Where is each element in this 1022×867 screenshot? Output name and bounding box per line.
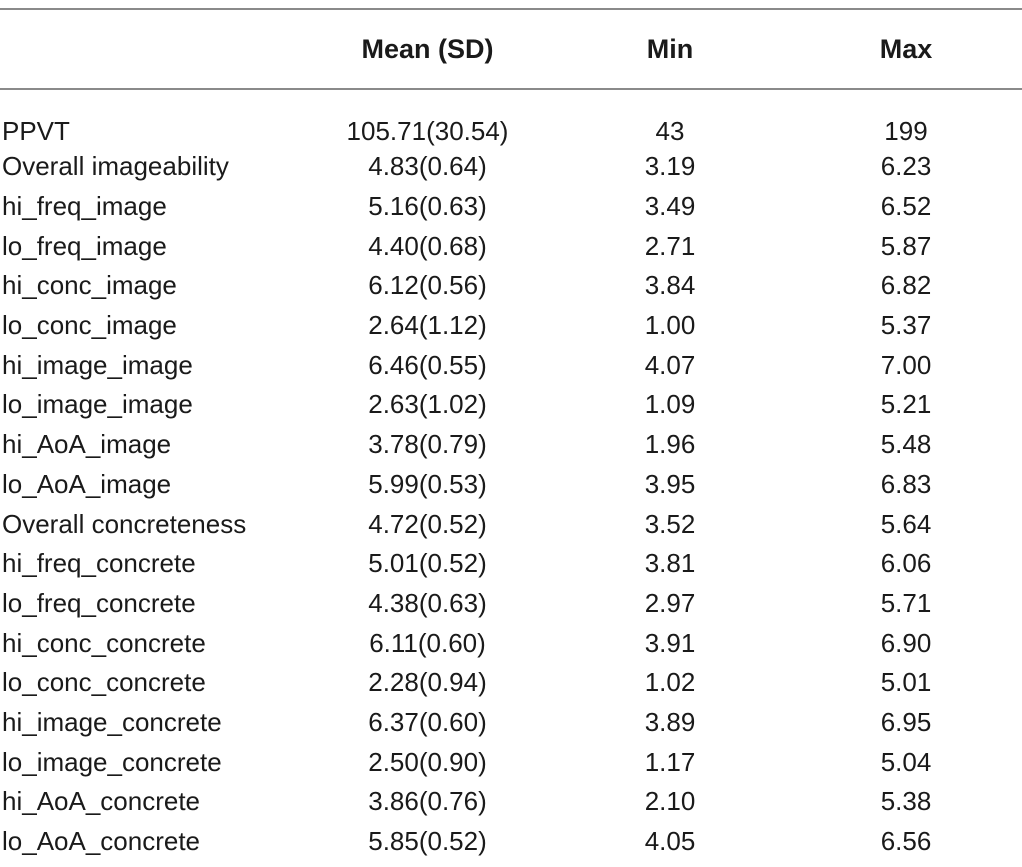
row-label: Overall concreteness (2, 508, 247, 539)
mean-sd-cell: 5.01(0.52) (368, 548, 487, 579)
header-label-column (0, 9, 305, 89)
table-row (0, 782, 1022, 822)
min-cell: 2.71 (644, 230, 696, 261)
row-label: hi_AoA_image (2, 429, 172, 460)
row-label: lo_freq_image (2, 230, 167, 261)
row-label: Overall imageability (2, 151, 229, 182)
mean-sd-cell: 3.86(0.76) (368, 786, 487, 817)
row-label: hi_freq_image (2, 191, 167, 222)
mean-sd-cell: 4.40(0.68) (368, 230, 487, 261)
table-row (0, 504, 1022, 544)
row-label: PPVT (2, 116, 70, 146)
max-cell: 5.71 (880, 587, 932, 618)
table-row (0, 266, 1022, 306)
min-cell: 4.05 (644, 826, 696, 857)
min-cell: 2.10 (644, 786, 696, 817)
min-cell: 3.84 (644, 270, 696, 301)
mean-sd-cell: 6.46(0.55) (368, 349, 487, 380)
mean-sd-cell: 6.12(0.56) (368, 270, 487, 301)
mean-sd-cell: 3.78(0.79) (368, 429, 487, 460)
row-label: lo_image_image (2, 389, 193, 420)
min-cell: 3.91 (644, 627, 696, 658)
table-row (0, 465, 1022, 505)
descriptive-stats-table (0, 8, 1022, 861)
header-mean-sd: Mean (SD) (305, 9, 550, 89)
max-cell: 6.83 (880, 468, 932, 499)
max-cell: 7.00 (880, 349, 932, 380)
table-row (0, 663, 1022, 703)
min-cell: 3.19 (644, 151, 696, 182)
header-row (0, 9, 1022, 89)
row-label: lo_image_concrete (2, 746, 222, 777)
row-label: hi_conc_image (2, 270, 177, 301)
min-cell: 4.07 (644, 349, 696, 380)
mean-sd-cell: 6.11(0.60) (369, 627, 486, 658)
max-cell: 6.90 (880, 627, 932, 658)
mean-sd-cell: 4.83(0.64) (368, 151, 487, 182)
row-label: lo_conc_image (2, 310, 177, 341)
max-cell: 6.56 (880, 826, 932, 857)
mean-sd-cell: 2.63(1.02) (368, 389, 487, 420)
max-cell: 6.23 (880, 151, 932, 182)
row-label: lo_AoA_image (2, 468, 172, 499)
row-label: hi_image_image (2, 349, 193, 380)
table-body (0, 89, 1022, 861)
min-cell: 1.09 (644, 389, 696, 420)
max-cell: 199 (884, 116, 928, 146)
max-cell: 5.01 (880, 667, 932, 698)
min-cell: 3.81 (644, 548, 696, 579)
max-cell: 6.06 (880, 548, 932, 579)
min-cell: 43 (655, 116, 685, 146)
header-max: Max (790, 9, 1022, 89)
max-cell: 5.37 (880, 310, 932, 341)
mean-sd-cell: 4.38(0.63) (368, 587, 487, 618)
table-row (0, 147, 1022, 187)
table-row (0, 544, 1022, 584)
row-label: hi_freq_concrete (2, 548, 196, 579)
table-row (0, 226, 1022, 266)
mean-sd-cell: 2.50(0.90) (368, 746, 487, 777)
mean-sd-cell: 2.64(1.12) (368, 310, 487, 341)
header-min: Min (550, 9, 790, 89)
table-row (0, 345, 1022, 385)
max-cell: 5.21 (880, 389, 932, 420)
max-cell: 5.87 (880, 230, 932, 261)
max-cell: 5.64 (880, 508, 932, 539)
table-row (0, 306, 1022, 346)
mean-sd-cell: 5.85(0.52) (368, 826, 487, 857)
table-row (0, 89, 1022, 147)
table-header (0, 9, 1022, 89)
table-row (0, 187, 1022, 227)
table-row (0, 425, 1022, 465)
table-row (0, 385, 1022, 425)
min-cell: 3.89 (644, 706, 696, 737)
table-row (0, 584, 1022, 624)
mean-sd-cell: 4.72(0.52) (368, 508, 487, 539)
mean-sd-cell: 2.28(0.94) (368, 667, 487, 698)
table-row (0, 703, 1022, 743)
table-row (0, 822, 1022, 862)
row-label: hi_conc_concrete (2, 627, 206, 658)
mean-sd-cell: 5.16(0.63) (368, 191, 487, 222)
row-label: hi_AoA_concrete (2, 786, 201, 817)
max-cell: 6.82 (880, 270, 932, 301)
min-cell: 1.96 (644, 429, 696, 460)
min-cell: 1.17 (644, 746, 696, 777)
max-cell: 5.48 (880, 429, 932, 460)
min-cell: 3.52 (644, 508, 696, 539)
min-cell: 1.00 (644, 310, 696, 341)
mean-sd-cell: 105.71(30.54) (346, 116, 509, 146)
row-label: hi_image_concrete (2, 706, 222, 737)
max-cell: 5.38 (880, 786, 932, 817)
row-label: lo_AoA_concrete (2, 826, 201, 857)
table-row (0, 742, 1022, 782)
min-cell: 3.49 (644, 191, 696, 222)
max-cell: 6.52 (880, 191, 932, 222)
mean-sd-cell: 6.37(0.60) (368, 706, 487, 737)
min-cell: 3.95 (644, 468, 696, 499)
table-row (0, 623, 1022, 663)
row-label: lo_freq_concrete (2, 587, 196, 618)
min-cell: 1.02 (644, 667, 696, 698)
max-cell: 5.04 (880, 746, 932, 777)
min-cell: 2.97 (644, 587, 696, 618)
mean-sd-cell: 5.99(0.53) (368, 468, 487, 499)
row-label: lo_conc_concrete (2, 667, 206, 698)
max-cell: 6.95 (880, 706, 932, 737)
